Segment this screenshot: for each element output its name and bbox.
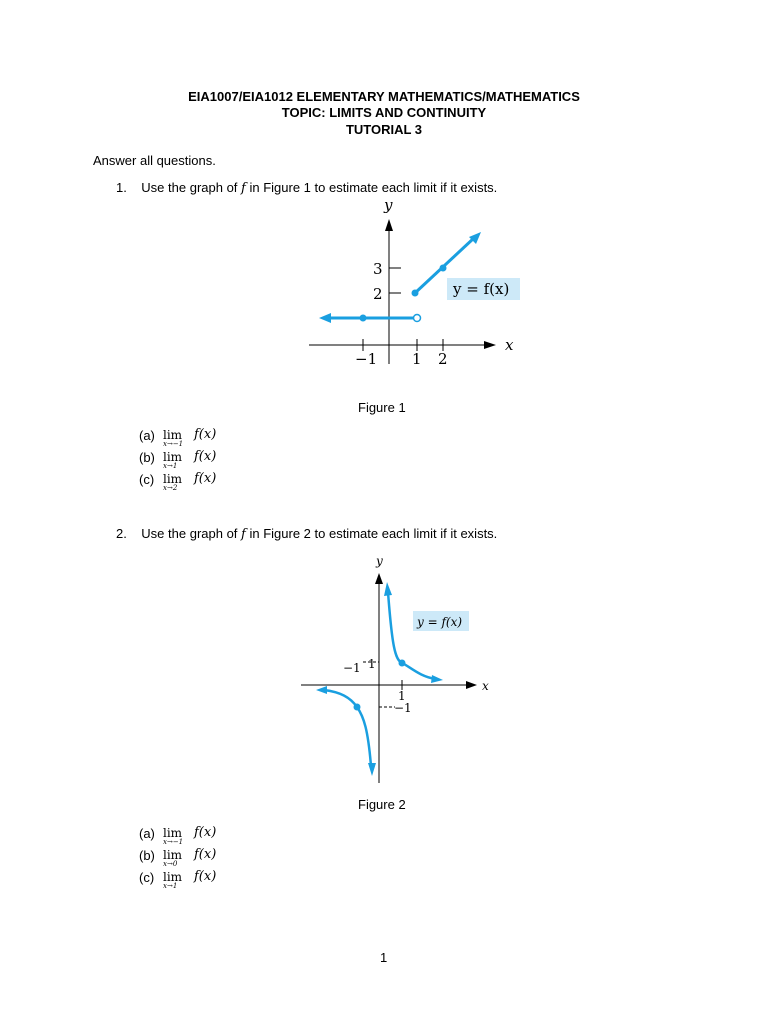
lim-expression: f(x) [194,427,217,442]
curve-right-branch [388,592,436,679]
question-text-before: Use the graph of [141,526,238,541]
y-tick-label: 1 [368,657,376,671]
y-tick-label: 2 [373,285,383,303]
x-tick-label: 1 [398,689,406,703]
question-text-after: in Figure 2 to estimate each limit if it exists. [249,526,498,541]
lim-subscript: x→0 [163,860,178,868]
tutorial-title: TUTORIAL 3 [345,122,423,137]
curve-arrow [431,675,443,683]
x-tick-label: 2 [438,350,448,368]
question-text-before: Use the graph of [141,180,238,195]
curve-point [354,704,361,711]
figure-1-caption: Figure 1 [358,400,406,415]
figure-2-caption: Figure 2 [358,797,406,812]
curve-left-arrow [319,313,331,323]
function-label: y = f(x) [417,615,463,629]
y-tick-label: 3 [373,260,383,278]
lim-word: lim [163,870,183,884]
question-number: 1. [116,180,127,195]
curve-open-point [414,315,421,322]
part-label: (a) [139,826,155,841]
part-label: (a) [139,428,155,443]
curve-arrow [316,686,327,694]
curve-arrow [368,763,376,776]
lim-word: lim [163,826,183,840]
lim-word: lim [163,848,183,862]
instruction-text: Answer all questions. [93,153,216,168]
part-label: (c) [139,870,155,885]
figure-1-graph [300,195,530,370]
x-axis-arrow [484,341,496,349]
curve-point [399,660,406,667]
lim-subscript: x→1 [163,882,178,890]
lim-word: lim [163,428,183,442]
x-axis-arrow [466,681,477,689]
y-axis-arrow [375,573,383,584]
part-label: (b) [139,848,155,863]
x-tick-label: −1 [355,350,378,368]
part-label: (b) [139,450,155,465]
lim-expression: f(x) [194,869,217,884]
question-number: 2. [116,526,127,541]
y-axis-label: y [376,554,383,568]
lim-expression: f(x) [194,449,217,464]
y-axis-label: y [384,196,393,214]
lim-subscript: x→−1 [163,440,184,448]
x-tick-label: −1 [343,661,361,675]
topic-title: TOPIC: LIMITS AND CONTINUITY [281,105,487,120]
lim-subscript: x→1 [163,462,178,470]
lim-expression: f(x) [194,825,217,840]
curve-point [360,315,367,322]
lim-word: lim [163,450,183,464]
question-2 [116,526,497,543]
function-label: y = f(x) [453,280,510,298]
lim-subscript: x→2 [163,484,178,492]
part-label: (c) [139,472,155,487]
curve-left-branch [324,690,371,766]
document-title: EIA1007/EIA1012 ELEMENTARY MATHEMATICS/MATHEMATICS [188,89,580,104]
page-number: 1 [380,950,388,965]
x-tick-label: 1 [412,350,422,368]
curve-point [440,265,447,272]
lim-expression: f(x) [194,847,217,862]
x-axis-label: x [505,336,514,354]
lim-word: lim [163,472,183,486]
curve-point [412,290,419,297]
curve-arrow [384,582,392,596]
question-text-after: in Figure 1 to estimate each limit if it exists. [249,180,498,195]
x-axis-label: x [482,679,489,693]
function-symbol: f [241,181,246,196]
function-symbol: f [241,527,246,542]
y-axis-arrow [385,219,393,231]
lim-expression: f(x) [194,471,217,486]
y-tick-label: −1 [394,701,412,715]
figure-2-graph [295,550,495,785]
lim-subscript: x→−1 [163,838,184,846]
